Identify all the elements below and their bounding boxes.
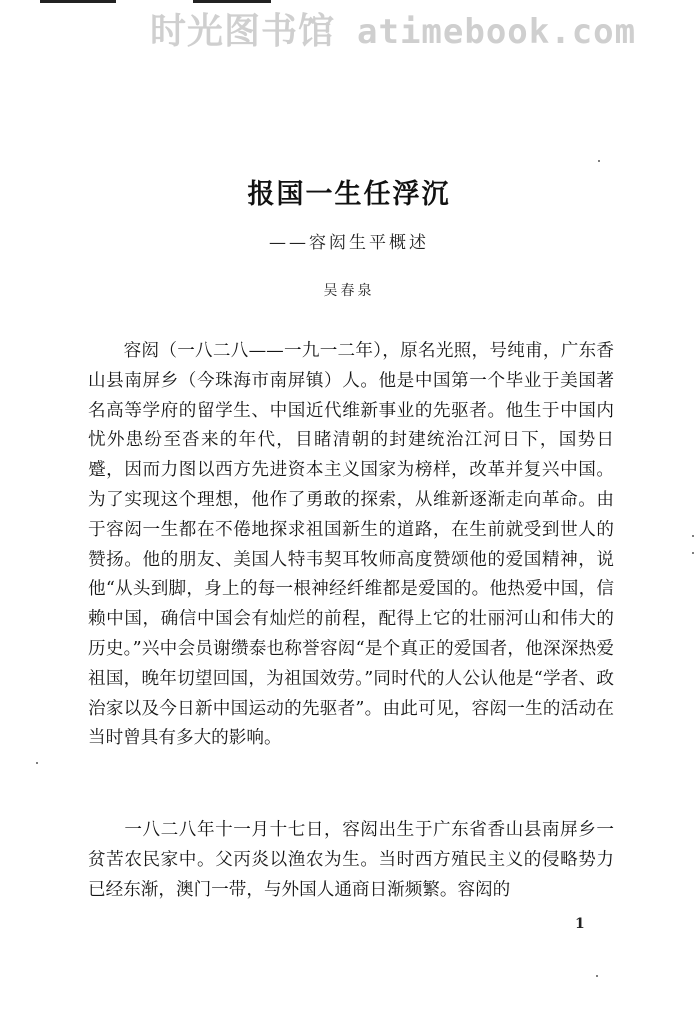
scan-speck (596, 975, 598, 977)
scan-speck (692, 535, 694, 537)
page-number: 1 (575, 916, 585, 932)
scan-speck (598, 160, 600, 162)
scan-speck (36, 762, 38, 764)
body-paragraph-2: 一八二八年十一月十七日，容闳出生于广东省香山县南屏乡一贫苦农民家中。父丙炎以渔农为生。当时西方殖民主义的侵略势力已经东渐，澳门一带，与外国人通商日渐频繁。容闳的 (88, 820, 614, 900)
article-author: 吴春泉 (323, 283, 375, 299)
top-rule-left (40, 0, 116, 3)
article-title: 报国一生任浮沉 (247, 179, 451, 210)
scan-speck (692, 552, 694, 554)
top-rule-right (193, 0, 271, 3)
body-paragraph-1: 容闳（一八二八——一九一二年），原名光照，号纯甫，广东香山县南屏乡（今珠海市南屏镇）人。他是中国第一个毕业于美国著名高等学府的留学生、中国近代维新事业的先驱者。他生于中国内忧外患纷至沓来的年代，目睹清朝的封建统治江河日下，国势日蹙，因而力图以西方先进资本主义国家为榜样，改革并复兴中国。为了实现这个理想，他作了勇敢的探索，从维新逐渐走向革命。由于容闳一生都在不倦地探求祖国新生的道路，在生前就受到世人的赞扬。他的朋友、美国人特韦契耳牧师高度赞颂他的爱国精神，说他“从头到脚，身上的每一根神经纤维都是爱国的。他热爱中国，信赖中国，确信中国会有灿烂的前程，配得上它的壮丽河山和伟大的历史。”兴中会员谢缵泰也称誉容闳“是个真正的爱国者，他深深热爱祖国，晚年切望回国，为祖国效劳。”同时代的人公认他是“学者、政治家以及今日新中国运动的先驱者”。由此可见，容闳一生的活动在当时曾具有多大的影响。 (88, 341, 614, 749)
watermark-url: atimebook.com (357, 12, 637, 52)
article-subtitle: ——容闳生平概述 (269, 233, 429, 253)
watermark-site-name: 时光图书馆 (150, 11, 336, 52)
watermark (150, 6, 698, 58)
